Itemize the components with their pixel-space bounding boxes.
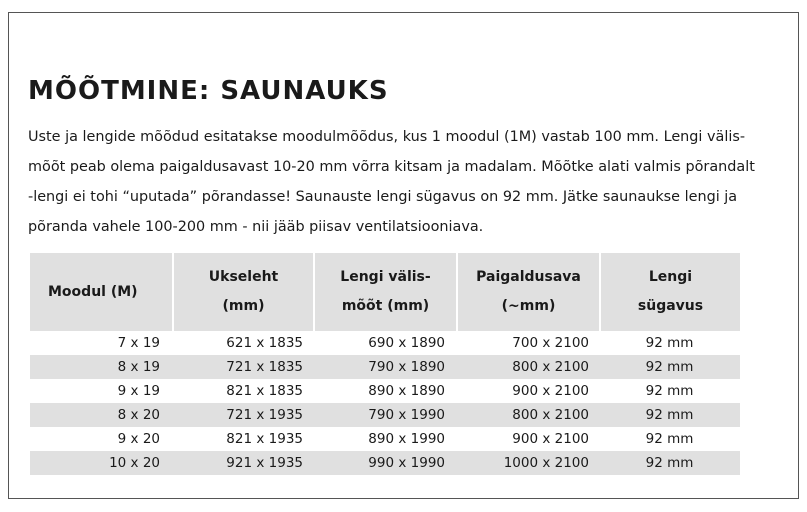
- cell-lengi-valismoot: 790 x 1890: [313, 355, 456, 379]
- cell-ukseleht: 721 x 1835: [172, 355, 313, 379]
- header-text: Moodul (M): [48, 283, 138, 300]
- header-text: Paigaldusava: [476, 269, 581, 285]
- cell-lengi-valismoot: 690 x 1890: [368, 335, 445, 351]
- header-lengi-sugavus: [599, 253, 740, 331]
- table-row: [30, 379, 740, 403]
- cell-lengi-sugavus: 92 mm: [645, 383, 694, 399]
- intro-paragraph: [28, 122, 768, 242]
- header-text: sügavus: [637, 298, 704, 314]
- page-title: MÕÕTMINE: SAUNAUKS: [28, 76, 389, 106]
- header-text: Lengi: [648, 269, 693, 285]
- cell-ukseleht: 821 x 1935: [226, 431, 303, 447]
- cell-paigaldusava: 700 x 2100: [512, 335, 589, 351]
- table-row: [30, 331, 740, 355]
- header-lengi-valismoot: [313, 253, 456, 331]
- table-row: [30, 355, 740, 379]
- cell-moodul: 7 x 19: [117, 335, 160, 351]
- cell-ukseleht: 721 x 1935: [172, 403, 313, 427]
- cell-moodul: 9 x 19: [117, 383, 160, 399]
- table-row: [30, 451, 740, 475]
- intro-line: põranda vahele 100-200 mm - nii jääb piisav ventilatsiooniava.: [28, 219, 484, 235]
- cell-paigaldusava: 900 x 2100: [512, 431, 589, 447]
- header-text: mõõt (mm): [341, 298, 430, 314]
- cell-ukseleht: 621 x 1835: [226, 335, 303, 351]
- cell-lengi-sugavus: 92 mm: [599, 451, 740, 475]
- cell-lengi-valismoot: 890 x 1890: [368, 383, 445, 399]
- header-text: Lengi välis-: [340, 269, 431, 285]
- header-text: Ukseleht: [208, 269, 279, 285]
- intro-line: mõõt peab olema paigaldusavast 10-20 mm võrra kitsam ja madalam. Mõõtke alati valmis põrandalt: [28, 159, 755, 175]
- cell-paigaldusava: 800 x 2100: [456, 403, 599, 427]
- cell-moodul: 8 x 20: [30, 403, 172, 427]
- cell-moodul: 10 x 20: [30, 451, 172, 475]
- table-row: [30, 427, 740, 451]
- header-paigaldusava: [456, 253, 599, 331]
- dimensions-table: [30, 253, 740, 475]
- cell-lengi-sugavus: 92 mm: [599, 403, 740, 427]
- table-header-row: [30, 253, 740, 331]
- cell-moodul: 8 x 19: [30, 355, 172, 379]
- intro-line: -lengi ei tohi “uputada” põrandasse! Saunauste lengi sügavus on 92 mm. Jätke saunaukse lengi ja: [28, 189, 738, 205]
- cell-lengi-sugavus: 92 mm: [645, 335, 694, 351]
- cell-paigaldusava: 800 x 2100: [456, 355, 599, 379]
- intro-line: Uste ja lengide mõõdud esitatakse moodulmõõdus, kus 1 moodul (1M) vastab 100 mm. Lengi välis-: [28, 129, 746, 145]
- header-moodul: [30, 253, 172, 331]
- header-text: (~mm): [501, 298, 556, 314]
- cell-lengi-sugavus: 92 mm: [645, 431, 694, 447]
- cell-moodul: 9 x 20: [117, 431, 160, 447]
- cell-ukseleht: 821 x 1835: [226, 383, 303, 399]
- cell-ukseleht: 921 x 1935: [172, 451, 313, 475]
- cell-lengi-valismoot: 890 x 1990: [368, 431, 445, 447]
- header-ukseleht: [172, 253, 313, 331]
- cell-lengi-valismoot: 990 x 1990: [313, 451, 456, 475]
- header-text: (mm): [222, 298, 265, 314]
- cell-lengi-valismoot: 790 x 1990: [313, 403, 456, 427]
- cell-paigaldusava: 1000 x 2100: [456, 451, 599, 475]
- table-row: [30, 403, 740, 427]
- cell-lengi-sugavus: 92 mm: [599, 355, 740, 379]
- cell-paigaldusava: 900 x 2100: [512, 383, 589, 399]
